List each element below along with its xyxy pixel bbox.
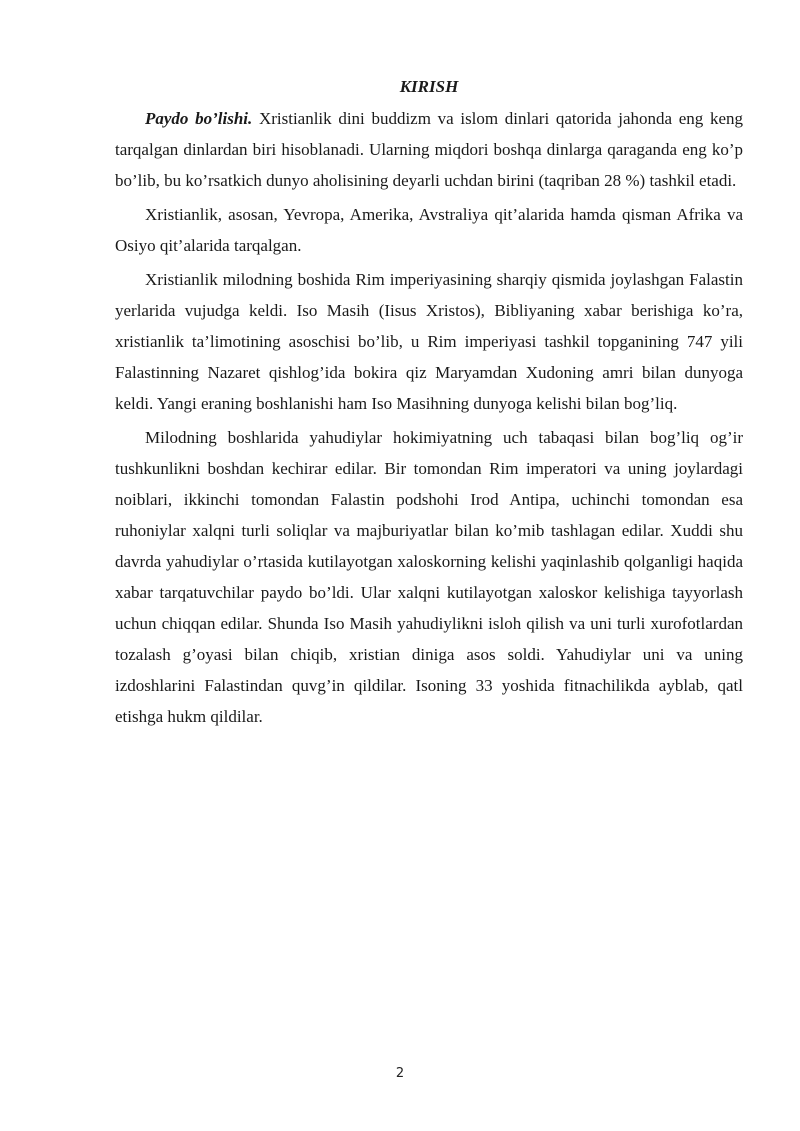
paragraph-lead: Paydo bo’lishi. — [145, 109, 253, 128]
paragraph-2: Xristianlik, asosan, Yevropa, Amerika, Avstraliya qit’alarida hamda qisman Afrika va Osiyo qit’alarida tarqalgan. — [115, 205, 743, 255]
paragraph-text: Xristianlik dini buddizm va islom dinlari qatorida jahonda eng keng tarqalgan dinlardan biri hisoblanadi. Ularning miqdori boshqa dinlarga qaraganda eng ko’p bo’lib, bu ko’rsatkich dunyo aholisining deyarli uchdan birini (taqriban 28 %) tashkil etadi. — [115, 109, 743, 190]
paragraph-3: Xristianlik milodning boshida Rim imperiyasining sharqiy qismida joylashgan Falastin yerlarida vujudga keldi. Iso Masih (Iisus Xristos), Bibliyaning xabar berishiga ko’ra, xristianlik ta’limotining asoschisi bo’lib, u Rim imperiyasi tashkil topganining 747 yili Falastinning Nazaret qishlog’ida bokira qiz Maryamdan Xudoning amri bilan dunyoga keldi. Yangi eraning boshlanishi ham Iso Masihning dunyoga kelishi bilan bog’liq. — [115, 270, 743, 413]
page-number: 2 — [395, 1066, 405, 1081]
paragraph-4: Milodning boshlarida yahudiylar hokimiyatning uch tabaqasi bilan bog’liq og’ir tushkunlikni boshdan kechirar edilar. Bir tomondan Rim imperatori va uning joylardagi noiblari, ikkinchi tomondan Falastin podshohi Irod Antipa, uchinchi tomondan esa ruhoniylar xalqni turli soliqlar va majburiyatlar bilan ko’mib tashlagan edilar. Xuddi shu davrda yahudiylar o’rtasida kutilayotgan xaloskorning kelishi yaqinlashib qolganligi haqida xabar tarqatuvchilar paydo bo’ldi. Ular xalqni kutilayotgan xaloskor kelishiga tayyorlash uchun chiqqan edilar. Shunda Iso Masih yahudiylikni isloh qilish va uni turli xurofotlardan tozalash g’oyasi bilan chiqib, xristian diniga asos soldi. Yahudiylar uni va uning izdoshlarini Falastindan quvg’in qildilar. Isoning 33 yoshida fitnachilikda ayblab, qatl etishga hukm qildilar. — [115, 428, 743, 726]
document-body — [115, 73, 743, 735]
paragraph-1 — [115, 103, 743, 196]
section-heading: KIRISH — [399, 77, 459, 96]
